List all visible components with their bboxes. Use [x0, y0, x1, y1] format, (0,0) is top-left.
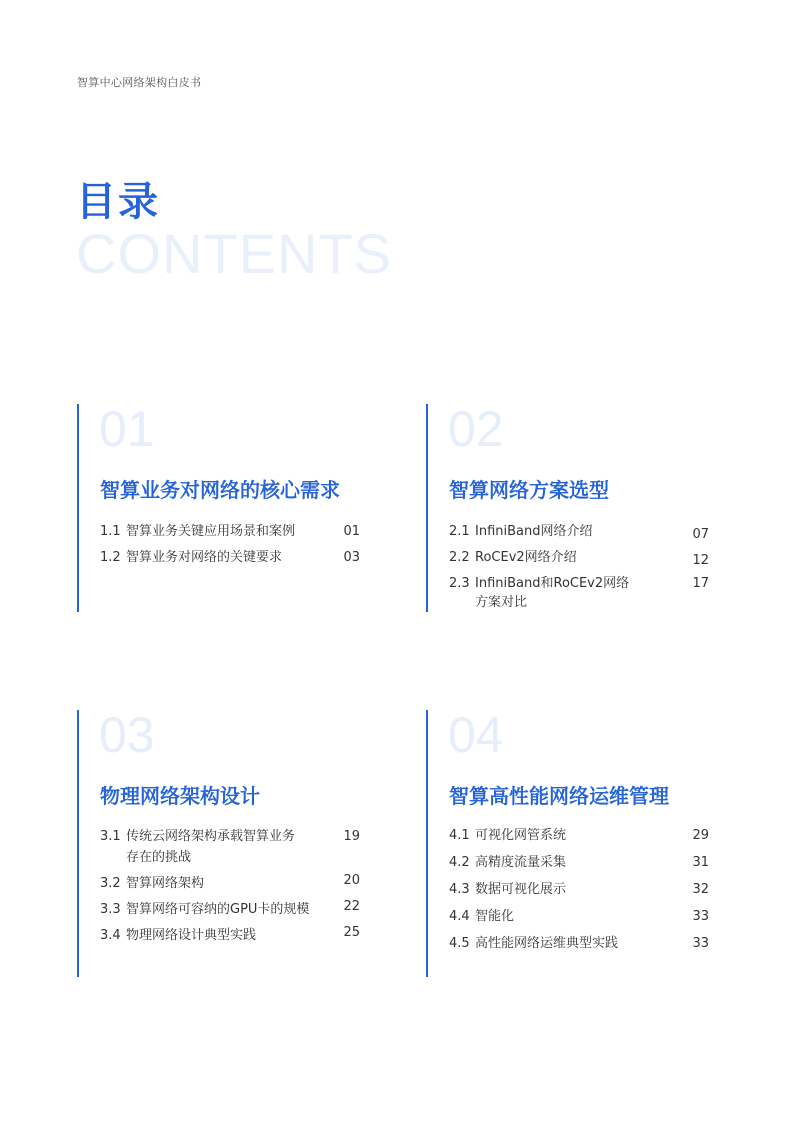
toc-entry[interactable]: [449, 880, 709, 899]
toc-entry[interactable]: [100, 548, 360, 567]
section-title[interactable]: 智算业务对网络的核心需求: [100, 478, 340, 502]
entry-number: 3.3: [100, 902, 121, 917]
entry-label: 智算网络可容纳的GPU卡的规模: [126, 902, 310, 917]
toc-entry[interactable]: [100, 826, 360, 868]
toc-subtitle: CONTENTS: [76, 222, 392, 285]
entry-label: RoCEv2网络介绍: [475, 550, 577, 565]
section-number: 02: [448, 401, 504, 457]
toc-section-4: [426, 707, 709, 977]
section-number: 01: [99, 401, 155, 457]
entry-number: 2.1: [449, 524, 470, 539]
toc-entry[interactable]: [449, 574, 709, 612]
section-items: [449, 522, 709, 612]
entry-page: 19: [343, 829, 360, 844]
section-items: [100, 522, 360, 567]
section-number: 03: [99, 707, 155, 763]
entry-number: 3.4: [100, 928, 121, 943]
entry-number: 4.2: [449, 855, 470, 870]
toc-section-3: [77, 707, 360, 977]
toc-title: 目录: [76, 179, 160, 225]
entry-page: 01: [343, 524, 360, 539]
entry-number: 4.5: [449, 936, 470, 951]
entry-page: 29: [692, 828, 709, 843]
entry-label: 可视化网管系统: [475, 828, 567, 843]
entry-page: 33: [692, 936, 709, 951]
toc-entry[interactable]: [100, 874, 360, 893]
toc-section-2: [426, 401, 709, 612]
entry-label: InfiniBand和RoCEv2网络方案对比: [475, 576, 630, 610]
entry-page: 22: [343, 899, 360, 914]
entry-label: 高性能网络运维典型实践: [475, 936, 619, 951]
section-items: [100, 826, 360, 945]
toc-entry[interactable]: [100, 522, 360, 541]
entry-number: 4.1: [449, 828, 470, 843]
section-title[interactable]: 物理网络架构设计: [100, 784, 260, 808]
entry-number: 4.4: [449, 909, 470, 924]
toc-entry[interactable]: [449, 522, 709, 541]
entry-page: 32: [692, 882, 709, 897]
toc-entry[interactable]: [449, 853, 709, 872]
entry-number: 3.1: [100, 829, 121, 844]
toc-entry[interactable]: [100, 926, 360, 945]
entry-page: 07: [692, 527, 709, 542]
entry-number: 3.2: [100, 876, 121, 891]
entry-label: 智算网络架构: [126, 876, 205, 891]
section-title[interactable]: 智算高性能网络运维管理: [449, 784, 669, 808]
document-header-title: 智算中心网络架构白皮书: [77, 76, 202, 89]
section-number: 04: [448, 707, 504, 763]
entry-number: 2.2: [449, 550, 470, 565]
entry-number: 2.3: [449, 576, 470, 591]
entry-label: 高精度流量采集: [475, 855, 567, 870]
entry-label: InfiniBand网络介绍: [475, 524, 593, 539]
entry-page: 20: [343, 873, 360, 888]
toc-entry[interactable]: [449, 826, 709, 845]
entry-number: 4.3: [449, 882, 470, 897]
section-items: [449, 826, 709, 953]
entry-label: 物理网络设计典型实践: [126, 928, 257, 943]
entry-page: 03: [343, 550, 360, 565]
entry-label: 智算业务关键应用场景和案例: [126, 524, 296, 539]
entry-number: 1.2: [100, 550, 121, 565]
entry-page: 33: [692, 909, 709, 924]
toc-entry[interactable]: [449, 934, 709, 953]
entry-label: 智能化: [475, 909, 515, 924]
entry-page: 12: [692, 553, 709, 568]
toc-section-1: [77, 401, 360, 612]
entry-page: 17: [692, 576, 709, 591]
entry-label: 数据可视化展示: [475, 882, 567, 897]
entry-label: 智算业务对网络的关键要求: [126, 550, 283, 565]
toc-entry[interactable]: [100, 900, 360, 919]
toc-entry[interactable]: [449, 907, 709, 926]
entry-page: 31: [692, 855, 709, 870]
toc-entry[interactable]: [449, 548, 709, 567]
entry-number: 1.1: [100, 524, 121, 539]
entry-page: 25: [343, 925, 360, 940]
entry-label: 传统云网络架构承载智算业务存在的挑战: [126, 829, 296, 865]
section-title[interactable]: 智算网络方案选型: [449, 478, 609, 502]
